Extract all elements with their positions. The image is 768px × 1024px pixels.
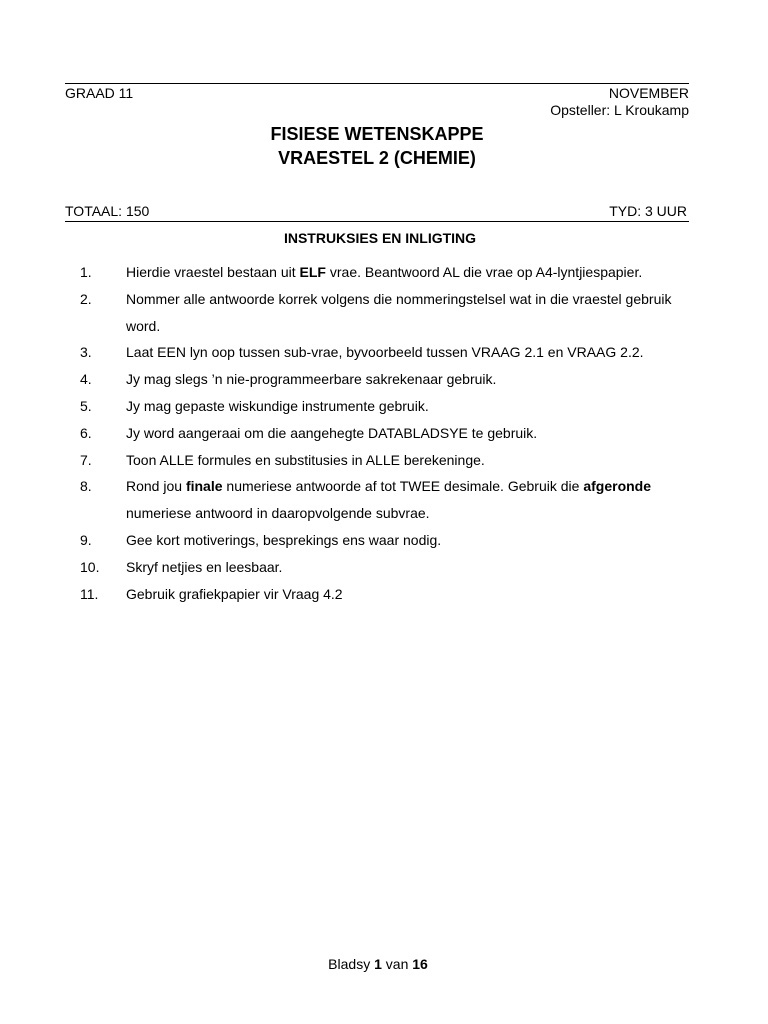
list-item [80, 259, 700, 286]
list-item [80, 581, 700, 608]
item-text: Gee kort motiverings, besprekings ens waar nodig. [126, 531, 442, 548]
item-text: Skryf netjies en leesbaar. [126, 558, 283, 575]
item-number: 5. [80, 397, 92, 414]
item-number: 3. [80, 344, 92, 361]
list-item [80, 420, 700, 447]
paper-title: VRAESTEL 2 (CHEMIE) [278, 148, 476, 168]
page-title [0, 122, 754, 170]
total-marks: TOTAAL: 150 [65, 203, 150, 219]
list-item [80, 339, 700, 366]
item-text: Hierdie vraestel bestaan uit ELF vrae. Beantwoord AL die vrae op A4-lyntjiespapier. [126, 264, 643, 280]
grade-label: GRAAD 11 [65, 85, 134, 101]
item-text: Jy mag slegs ’n nie-programmeerbare sakrekenaar gebruik. [126, 371, 497, 388]
instructions-heading: INSTRUKSIES EN INLIGTING [283, 230, 477, 246]
header-right [550, 85, 689, 119]
page-total: 16 [412, 956, 428, 972]
list-item [80, 366, 700, 393]
item-text: Rond jou finale numeriese antwoorde af tot TWEE desimale. Gebruik die afgeronde numeriese antwoord in daaropvolgende subvrae. [126, 478, 652, 522]
month-label: NOVEMBER [608, 85, 689, 101]
item-text: Laat EEN lyn oop tussen sub-vrae, byvoorbeeld tussen VRAAG 2.1 en VRAAG 2.2. [126, 344, 644, 361]
list-item [80, 286, 700, 340]
list-item [80, 527, 700, 554]
item-number: 10. [80, 558, 100, 575]
page-number: 1 [374, 956, 382, 972]
item-text: Jy mag gepaste wiskundige instrumente gebruik. [126, 397, 429, 414]
list-item [80, 447, 700, 474]
author-label: Opsteller: L Kroukamp [550, 102, 689, 118]
list-item [80, 554, 700, 581]
item-number: 9. [80, 531, 92, 548]
item-number: 6. [80, 424, 92, 441]
item-number: 11. [80, 585, 99, 602]
subject-title: FISIESE WETENSKAPPE [270, 124, 484, 144]
item-number: 8. [80, 478, 92, 495]
top-rule [65, 83, 689, 84]
page-footer: Bladsy 1 van 16 [328, 956, 428, 972]
instructions-list [80, 259, 700, 607]
item-text: Toon ALLE formules en substitusies in ALLE berekeninge. [126, 451, 485, 468]
item-number: 1. [80, 264, 92, 280]
item-text: Jy word aangeraai om die aangehegte DATABLADSYE te gebruik. [126, 424, 538, 441]
item-number: 7. [80, 451, 92, 468]
meta-rule [65, 221, 689, 222]
item-number: 4. [80, 371, 92, 388]
exam-duration: TYD: 3 UUR [609, 203, 687, 219]
item-text: Nommer alle antwoorde korrek volgens die nommeringstelsel wat in die vraestel gebruik word. [126, 290, 672, 334]
item-number: 2. [80, 290, 92, 307]
item-text: Gebruik grafiekpapier vir Vraag 4.2 [126, 585, 343, 602]
exam-meta [65, 203, 687, 220]
list-item [80, 393, 700, 420]
list-item [80, 473, 700, 527]
